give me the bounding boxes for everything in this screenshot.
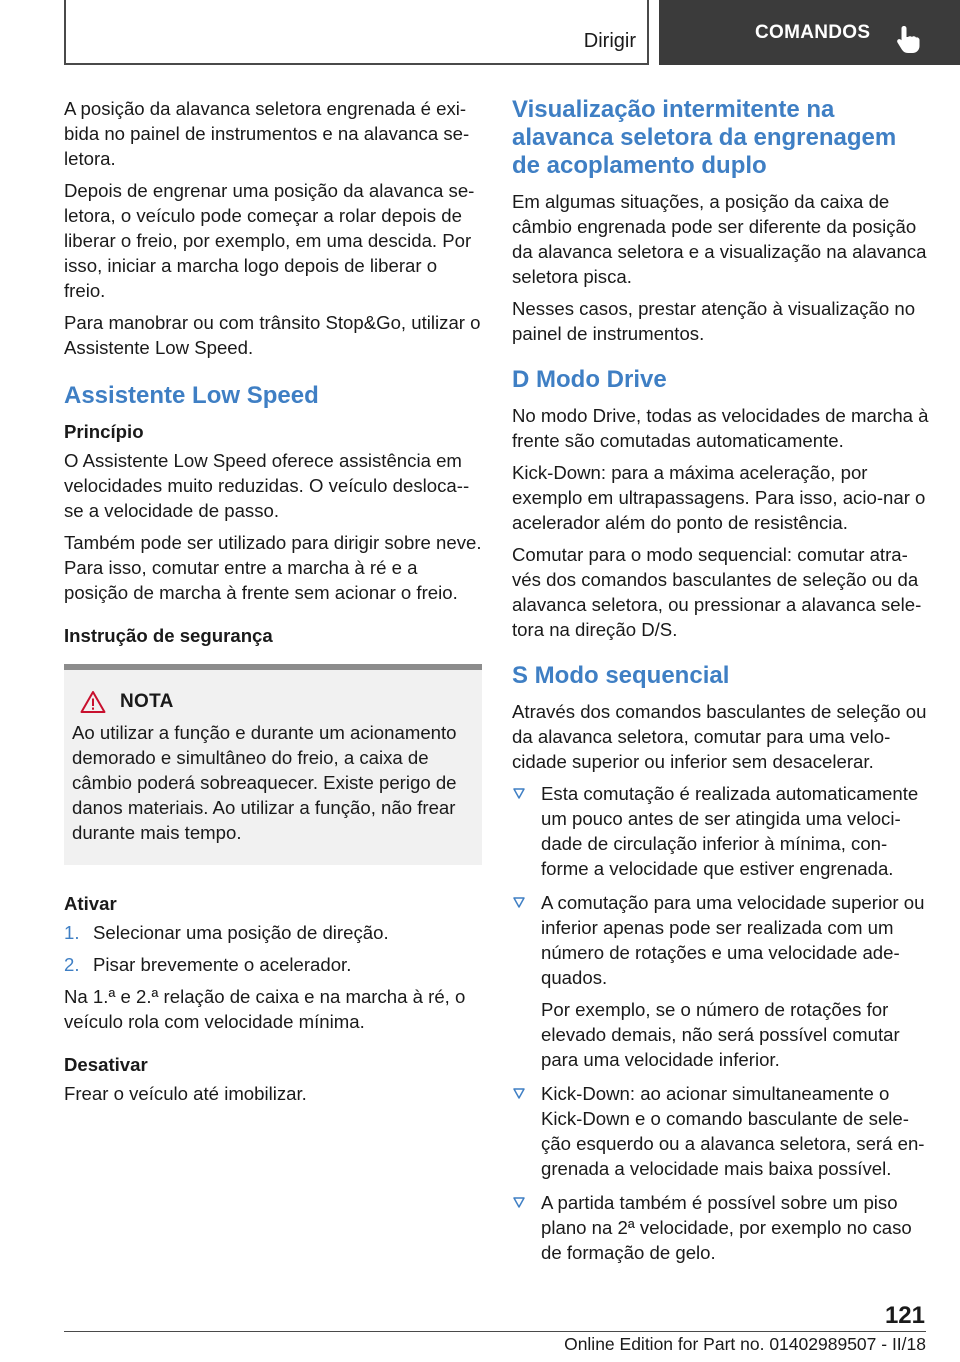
step-number: 2.	[64, 954, 80, 975]
notice-label: NOTA	[120, 691, 174, 712]
heading-sequencial: S Modo sequencial	[512, 662, 730, 689]
notice-text: Ao utilizar a função e durante um acionamento demorado e simultâneo do freio, a caixa de câmbio poderá sobreaquecer. Existe perigo de danos materiais. Ao utilizar a função, não frear durante mais tempo.	[72, 722, 457, 843]
bullet-text: Kick-Down: ao acionar simultaneamente o Kick-Down e o comando basculante de sele-ção esquerdo ou a alavanca seletora, será en-grenada a velocidade mais baixa possível.	[541, 1083, 925, 1179]
bullet-text: Esta comutação é realizada automaticamente um pouco antes de ser atingida uma veloci-dade de circulação inferior à mínima, con-forme a velocidade que estiver engrenada.	[541, 783, 919, 879]
bullet-subtext: Por exemplo, se o número de rotações for elevado demais, não será possível comutar para uma velocidade inferior.	[541, 999, 900, 1070]
paragraph: No modo Drive, todas as velocidades de marcha à frente são comutadas automaticamente.	[512, 405, 929, 451]
heading-principio: Princípio	[64, 421, 144, 442]
left-column	[64, 96, 482, 1113]
heading-drive: D Modo Drive	[512, 366, 667, 393]
heading-desativar: Desativar	[64, 1054, 148, 1075]
paragraph: Comutar para o modo sequencial: comutar atra-vés dos comandos basculantes de seleção ou da alavanca seletora, ou pressionar a alavanca sele-tora na direção D/S.	[512, 544, 922, 640]
paragraph: Para manobrar ou com trânsito Stop&Go, utilizar o Assistente Low Speed.	[64, 312, 481, 358]
bullet-text: A comutação para uma velocidade superior ou inferior apenas pode ser realizada com um número de rotações e uma velocidade ade-quados.	[541, 892, 925, 988]
footer-edition-text: Online Edition for Part no. 01402989507 - II/18	[564, 1334, 926, 1354]
header-rule	[64, 63, 649, 65]
paragraph: Kick-Down: para a máxima aceleração, por exemplo em ultrapassagens. Para isso, acio-nar o acelerador além do ponto de resistência.	[512, 462, 926, 533]
page-number: 121	[884, 1302, 925, 1329]
step-text: Pisar brevemente o acelerador.	[93, 954, 352, 975]
footer-rule	[64, 1331, 926, 1332]
heading-seguranca: Instrução de segurança	[64, 625, 273, 646]
notice-box	[64, 664, 482, 865]
header-tick-right	[647, 0, 649, 65]
triangle-bullet-icon	[513, 788, 525, 799]
header-chapter-tab	[659, 0, 960, 65]
list-item	[64, 952, 482, 977]
paragraph: Depois de engrenar uma posição da alavanca se-letora, o veículo pode começar a rolar depois de liberar o freio, por exemplo, em uma descida. Por isso, iniciar a marcha logo depois de liberar o freio.	[64, 180, 475, 301]
header-section-title: Dirigir	[583, 30, 636, 52]
list-item	[512, 781, 930, 881]
paragraph: Na 1.ª e 2.ª relação de caixa e na marcha à ré, o veículo rola com velocidade mínima.	[64, 986, 466, 1032]
list-item	[512, 1081, 930, 1181]
steps-list	[64, 920, 482, 977]
paragraph: Também pode ser utilizado para dirigir sobre neve. Para isso, comutar entre a marcha à ré e a posição de marcha à frente sem acionar o freio.	[64, 532, 482, 603]
warning-triangle-icon	[80, 690, 106, 714]
heading-low-speed: Assistente Low Speed	[64, 382, 319, 409]
step-number: 1.	[64, 922, 80, 943]
notice-title	[72, 690, 470, 714]
triangle-bullet-icon	[513, 1197, 525, 1208]
right-column	[512, 96, 930, 1274]
bullet-text: A partida também é possível sobre um piso plano na 2ª velocidade, por exemplo no caso de formação de gelo.	[541, 1192, 912, 1263]
paragraph: Frear o veículo até imobilizar.	[64, 1083, 307, 1104]
paragraph: Através dos comandos basculantes de seleção ou da alavanca seletora, comutar para uma velo-cidade superior ou inferior sem desacelerar.	[512, 701, 927, 772]
list-item	[512, 1190, 930, 1265]
paragraph: Nesses casos, prestar atenção à visualização no painel de instrumentos.	[512, 298, 916, 344]
pointing-hand-icon	[895, 24, 923, 54]
paragraph: A posição da alavanca seletora engrenada é exi-bida no painel de instrumentos e na alavanca se-letora.	[64, 98, 470, 169]
heading-visualizacao: Visualização intermitente na alavanca seletora da engrenagem de acoplamento duplo	[512, 96, 897, 179]
triangle-bullet-icon	[513, 897, 525, 908]
header-tick-left	[64, 0, 66, 65]
step-text: Selecionar uma posição de direção.	[93, 922, 389, 943]
bullet-list	[512, 781, 930, 1265]
paragraph: O Assistente Low Speed oferece assistência em velocidades muito reduzidas. O veículo desloca--se a velocidade de passo.	[64, 450, 470, 521]
heading-ativar: Ativar	[64, 893, 117, 914]
header-chapter-label: COMANDOS	[755, 21, 871, 43]
paragraph: Em algumas situações, a posição da caixa de câmbio engrenada pode ser diferente da posição da alavanca seletora e a visualização na alavanca seletora pisca.	[512, 191, 927, 287]
list-item	[512, 890, 930, 1072]
list-item	[64, 920, 482, 945]
triangle-bullet-icon	[513, 1088, 525, 1099]
